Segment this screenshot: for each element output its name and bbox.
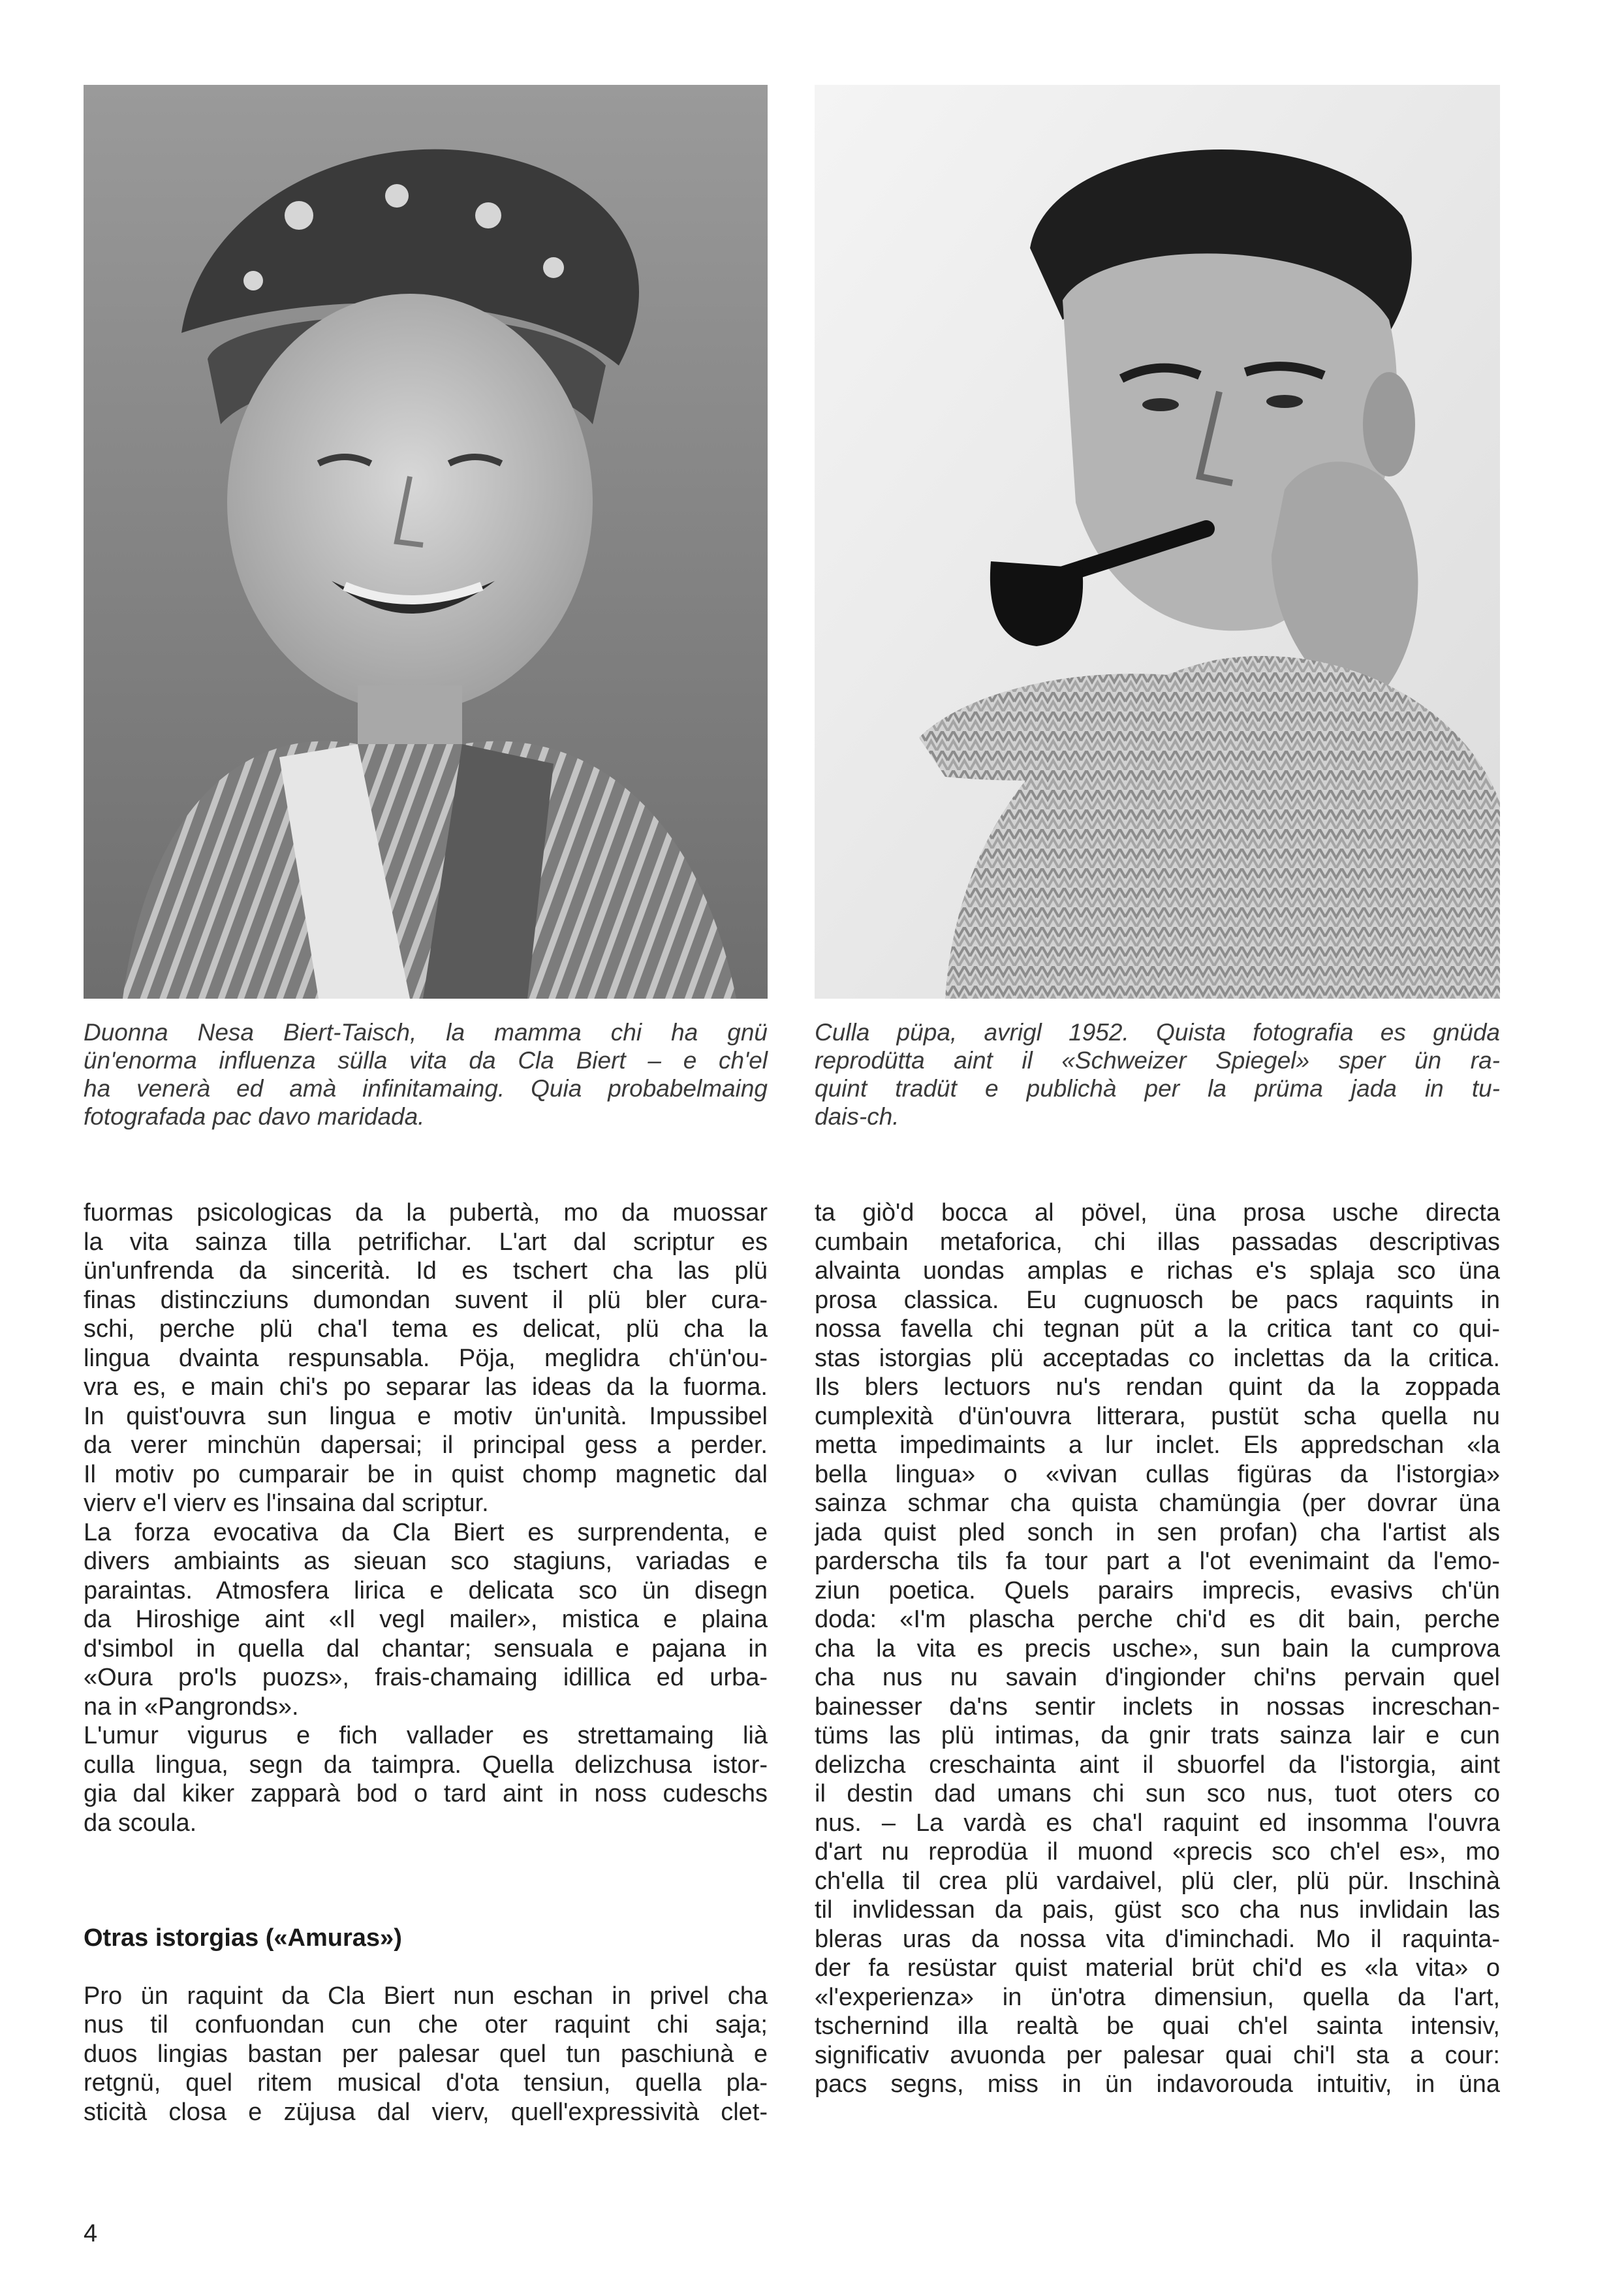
text-line: «l'experienza» in ün'otra dimensiun, quella da l'art, (815, 1983, 1500, 2011)
text-line: vierv e'l vierv es l'insaina dal scriptur. (84, 1490, 489, 1517)
text-line: nossa favella chi tegnan püt a la critica tant co qui- (815, 1315, 1500, 1343)
text-line: duos lingias bastan per palesar quel tun paschiunà e (84, 2040, 768, 2068)
text-line: da Hiroshige aint «Il vegl mailer», mistica e plaina (84, 1606, 768, 1633)
photo-portrait-woman (84, 85, 768, 999)
text-line: nus til confuondan cun che oter raquint chi saja; (84, 2011, 768, 2038)
text-line: schi, perche plü cha'l tema es delicat, plü cha la (84, 1315, 768, 1343)
text-line: ta giò'd bocca al pövel, üna prosa usche directa (815, 1199, 1500, 1226)
text-line: Pro ün raquint da Cla Biert nun eschan in privel cha (84, 1982, 768, 2010)
text-line: il destin dad umans chi sun sco nus, tuot oters co (815, 1780, 1500, 1807)
text-line: lingua dvainta respunsabla. Pöja, meglidra ch'ün'ou- (84, 1344, 768, 1372)
text-line: prosa classica. Eu cugnuosch be pacs raquints in (815, 1286, 1500, 1314)
section-heading (84, 1924, 768, 1953)
body-column-left (84, 1198, 768, 2127)
text-line: vra es, e main chi's po separar las ideas da la fuorma. (84, 1373, 768, 1401)
text-line: delizcha creschainta aint il sbuorfel da l'istorgia, aint (815, 1751, 1500, 1779)
text-line: d'art nu reprodüa il muond «precis sco ch'el es», mo (815, 1838, 1500, 1866)
text-line: Ils blers lectuors nu's rendan quint da la zoppada (815, 1373, 1500, 1401)
page-number: 4 (84, 2220, 98, 2247)
paragraph (84, 1518, 768, 1722)
text-line: finas distincziuns dumondan suvent il plü bler cura- (84, 1286, 768, 1314)
text-line: culla lingua, segn da taimpra. Quella delizchusa istor- (84, 1751, 768, 1779)
caption-line: dais-ch. (815, 1103, 899, 1130)
text-line: parderscha tils fa tour part a l'ot evenimaint da l'emo- (815, 1548, 1500, 1575)
text-line: doda: «I'm plascha perche chi'd es dit bain, perche (815, 1606, 1500, 1633)
text-line: jada quist pled sonch in sen profan) cha l'artist als (815, 1518, 1500, 1546)
text-line: cha la vita es precis usche», sun bain la cumprova (815, 1634, 1500, 1663)
text-line: paraintas. Atmosfera lirica e delicata sco ün disegn (84, 1576, 768, 1604)
heading-title: «Amuras» (273, 1924, 394, 1952)
text-line: la vita sainza tilla petrifichar. L'art dal scriptur es (84, 1228, 768, 1256)
text-line: stas istorgias plü acceptadas co inclettas da la critica. (815, 1344, 1500, 1372)
text-line: bella lingua» o «vivan cullas figüras da l'istorgia» (815, 1460, 1500, 1488)
text-line: d'simbol in quella dal chantar; sensuala e pajana in (84, 1634, 768, 1663)
heading-suffix: ) (394, 1924, 402, 1952)
caption-right-photo (815, 1018, 1500, 1131)
caption-line: reprodütta aint il «Schweizer Spiegel» sper ün ra- (815, 1047, 1500, 1074)
text-line: til invlidessan da pais, güst sco cha nus invlidain las (815, 1896, 1500, 1924)
text-line: nus. – La vardà es cha'l raquint ed insomma l'ouvra (815, 1809, 1500, 1837)
text-line: bleras uras da nossa vita d'iminchadi. Mo il raquinta- (815, 1925, 1500, 1953)
text-line: sainza schmar cha quista chamüngia (per dovrar üna (815, 1490, 1500, 1517)
text-line: sticità closa e züjusa dal vierv, quell'expressività clet- (84, 2098, 768, 2126)
caption-line: Culla püpa, avrigl 1952. Quista fotografia es gnüda (815, 1019, 1500, 1046)
text-line: tüms las plü intimas, da gnir trats sainza lair e cun (815, 1722, 1500, 1749)
text-line: pacs segns, miss in ün indavorouda intuitiv, in üna (815, 2070, 1500, 2098)
text-line: metta impedimaints a lur inclet. Els appredschan «la (815, 1431, 1500, 1459)
text-line: bainesser da'ns sentir inclets in nossas increschan- (815, 1693, 1500, 1721)
text-line: Il motiv po cumparair be in quist chomp magnetic dal (84, 1460, 768, 1488)
text-line: cha nus nu savain d'ingionder chi'ns pervain quel (815, 1664, 1500, 1691)
text-line: ziun poetica. Quels parairs imprecis, evasivs ch'ün (815, 1576, 1500, 1604)
text-line: cumbain metaforica, chi illas passadas descriptivas (815, 1228, 1500, 1256)
text-line: da scoula. (84, 1809, 197, 1837)
caption-line: fotografada pac davo maridada. (84, 1103, 425, 1130)
portrait-woman-headscarf-icon (84, 85, 768, 999)
heading-prefix: Otras istorgias ( (84, 1924, 274, 1952)
caption-left-photo (84, 1018, 768, 1131)
caption-line: ha venerà ed amà infinitamaing. Quia probabelmaing (84, 1075, 768, 1102)
text-line: ch'ella til crea plü vardaivel, plü cler, plü pür. Inschinà (815, 1867, 1500, 1895)
text-line: divers ambiaints as sieuan sco stagiuns, variadas e (84, 1548, 768, 1575)
portrait-man-pipe-icon (815, 85, 1500, 999)
text-line: da verer minchün dapersai; il principal gess a perder. (84, 1431, 768, 1459)
text-line: gia dal kiker zapparà bod o tard aint in noss cudeschs (84, 1780, 768, 1807)
photo-portrait-man (815, 85, 1500, 999)
paragraph (84, 1198, 768, 1518)
text-line: retgnü, quel ritem musical d'ota tensiun, quella pla- (84, 2069, 768, 2097)
caption-line: ün'enorma influenza süllа vita da Cla Biert – e ch'el (84, 1047, 768, 1074)
text-line: alvainta uondas amplas e richas e's splaja sco üna (815, 1257, 1500, 1285)
text-line: tschernind illa realtà be quai ch'el sainta intensiv, (815, 2012, 1500, 2040)
text-line: der fa resüstar quist material brüt chi'd es «la vita» o (815, 1954, 1500, 1982)
text-line: significativ avuonda per palesar quai chi'l sta a cour: (815, 2041, 1500, 2069)
text-line: In quist'ouvra sun lingua e motiv ün'unità. Impussibel (84, 1402, 768, 1430)
caption-line: quint tradüt e publichà per la prüma jada in tu- (815, 1075, 1500, 1102)
paragraph (84, 1721, 768, 1837)
text-line: «Oura pro'ls puozs», frais-chamaing idillica ed urba- (84, 1664, 768, 1691)
paragraph (84, 1982, 768, 2127)
text-line: L'umur vigurus e fich vallader es strettamaing lià (84, 1722, 768, 1749)
text-line: na in «Pangronds». (84, 1693, 299, 1721)
text-line: ün'unfrenda da sincerità. Id es tschert cha las plü (84, 1257, 768, 1285)
caption-line: Duonna Nesa Biert-Taisch, la mamma chi ha gnü (84, 1019, 768, 1046)
body-column-right (815, 1198, 1500, 2099)
text-line: cumplexità d'ün'ouvra litterara, pustüt scha quella nu (815, 1402, 1500, 1430)
text-line: fuormas psicologicas da la pubertà, mo da muossar (84, 1199, 768, 1226)
text-line: La forza evocativa da Cla Biert es surprendenta, e (84, 1518, 768, 1546)
